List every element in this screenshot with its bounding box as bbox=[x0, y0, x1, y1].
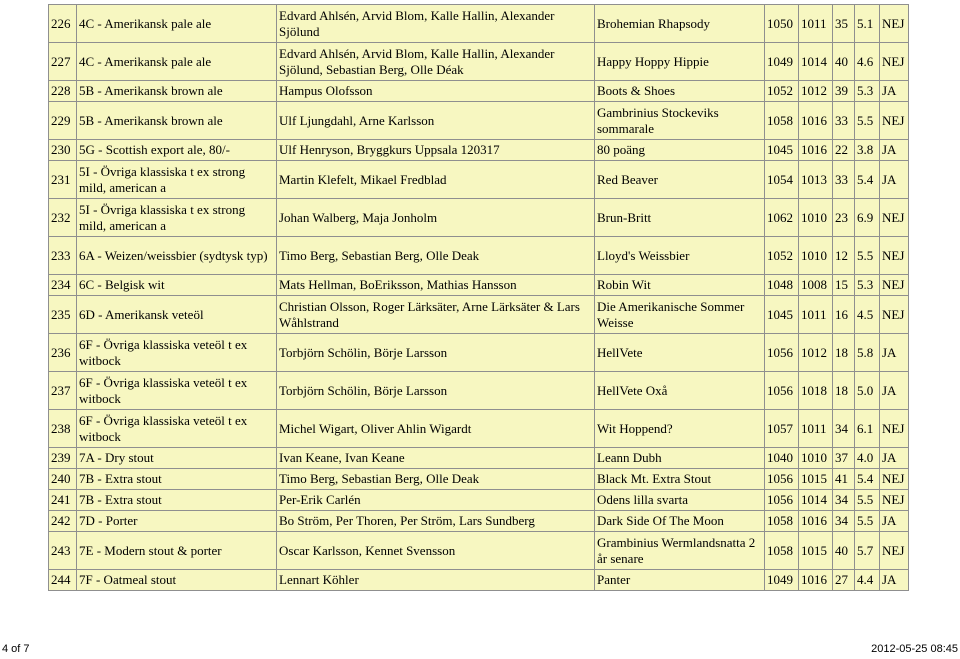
brewers-cell: Per-Erik Carlén bbox=[277, 490, 595, 511]
bitterness-cell: 22 bbox=[833, 140, 855, 161]
table-row bbox=[49, 372, 909, 410]
bitterness-cell: 12 bbox=[833, 237, 855, 275]
entry-number-cell: 232 bbox=[49, 199, 77, 237]
style-category-cell: 7D - Porter bbox=[77, 511, 277, 532]
style-category-cell: 5B - Amerikansk brown ale bbox=[77, 81, 277, 102]
beer-name-cell: Panter bbox=[595, 570, 765, 591]
style-category-cell: 7E - Modern stout & porter bbox=[77, 532, 277, 570]
beer-name-cell: Odens lilla svarta bbox=[595, 490, 765, 511]
style-category-cell: 6F - Övriga klassiska veteöl t ex witbock bbox=[77, 410, 277, 448]
flag-cell: JA bbox=[880, 511, 909, 532]
table-row bbox=[49, 410, 909, 448]
entry-number-cell: 231 bbox=[49, 161, 77, 199]
flag-cell: NEJ bbox=[880, 199, 909, 237]
table-row bbox=[49, 570, 909, 591]
flag-cell: NEJ bbox=[880, 296, 909, 334]
flag-cell: NEJ bbox=[880, 532, 909, 570]
alcohol-cell: 4.6 bbox=[855, 43, 880, 81]
flag-cell: NEJ bbox=[880, 237, 909, 275]
alcohol-cell: 5.5 bbox=[855, 490, 880, 511]
entries-table bbox=[48, 4, 909, 591]
brewers-cell: Ulf Henryson, Bryggkurs Uppsala 120317 bbox=[277, 140, 595, 161]
brewers-cell: Bo Ström, Per Thoren, Per Ström, Lars Sundberg bbox=[277, 511, 595, 532]
brewers-cell: Christian Olsson, Roger Lärksäter, Arne Lärksäter & Lars Wåhlstrand bbox=[277, 296, 595, 334]
alcohol-cell: 5.3 bbox=[855, 81, 880, 102]
beer-name-cell: Leann Dubh bbox=[595, 448, 765, 469]
style-category-cell: 7B - Extra stout bbox=[77, 490, 277, 511]
original-gravity-cell: 1057 bbox=[765, 410, 799, 448]
flag-cell: JA bbox=[880, 81, 909, 102]
alcohol-cell: 5.8 bbox=[855, 334, 880, 372]
beer-name-cell: Gambrinius Stockeviks sommarale bbox=[595, 102, 765, 140]
original-gravity-cell: 1056 bbox=[765, 469, 799, 490]
entry-number-cell: 239 bbox=[49, 448, 77, 469]
table-row bbox=[49, 140, 909, 161]
original-gravity-cell: 1056 bbox=[765, 372, 799, 410]
beer-name-cell: HellVete bbox=[595, 334, 765, 372]
entry-number-cell: 241 bbox=[49, 490, 77, 511]
entry-number-cell: 240 bbox=[49, 469, 77, 490]
bitterness-cell: 40 bbox=[833, 43, 855, 81]
entry-number-cell: 237 bbox=[49, 372, 77, 410]
final-gravity-cell: 1016 bbox=[799, 102, 833, 140]
brewers-cell: Martin Klefelt, Mikael Fredblad bbox=[277, 161, 595, 199]
alcohol-cell: 5.0 bbox=[855, 372, 880, 410]
table-row bbox=[49, 81, 909, 102]
original-gravity-cell: 1052 bbox=[765, 237, 799, 275]
print-datetime: 2012-05-25 08:45 bbox=[871, 643, 958, 655]
entry-number-cell: 227 bbox=[49, 43, 77, 81]
beer-name-cell: Brun-Britt bbox=[595, 199, 765, 237]
bitterness-cell: 41 bbox=[833, 469, 855, 490]
bitterness-cell: 18 bbox=[833, 334, 855, 372]
table-row bbox=[49, 275, 909, 296]
final-gravity-cell: 1015 bbox=[799, 532, 833, 570]
entry-number-cell: 233 bbox=[49, 237, 77, 275]
style-category-cell: 7F - Oatmeal stout bbox=[77, 570, 277, 591]
style-category-cell: 4C - Amerikansk pale ale bbox=[77, 43, 277, 81]
table-row bbox=[49, 237, 909, 275]
alcohol-cell: 5.4 bbox=[855, 469, 880, 490]
brewers-cell: Mats Hellman, BoEriksson, Mathias Hansson bbox=[277, 275, 595, 296]
original-gravity-cell: 1049 bbox=[765, 570, 799, 591]
alcohol-cell: 5.5 bbox=[855, 102, 880, 140]
bitterness-cell: 35 bbox=[833, 5, 855, 43]
original-gravity-cell: 1058 bbox=[765, 532, 799, 570]
original-gravity-cell: 1062 bbox=[765, 199, 799, 237]
original-gravity-cell: 1040 bbox=[765, 448, 799, 469]
entry-number-cell: 235 bbox=[49, 296, 77, 334]
table-row bbox=[49, 161, 909, 199]
table-row bbox=[49, 490, 909, 511]
beer-name-cell: 80 poäng bbox=[595, 140, 765, 161]
style-category-cell: 5I - Övriga klassiska t ex strong mild, american a bbox=[77, 161, 277, 199]
style-category-cell: 5I - Övriga klassiska t ex strong mild, american a bbox=[77, 199, 277, 237]
flag-cell: NEJ bbox=[880, 469, 909, 490]
entry-number-cell: 234 bbox=[49, 275, 77, 296]
alcohol-cell: 5.1 bbox=[855, 5, 880, 43]
brewers-cell: Ulf Ljungdahl, Arne Karlsson bbox=[277, 102, 595, 140]
beer-name-cell: Brohemian Rhapsody bbox=[595, 5, 765, 43]
style-category-cell: 5G - Scottish export ale, 80/- bbox=[77, 140, 277, 161]
bitterness-cell: 34 bbox=[833, 511, 855, 532]
flag-cell: JA bbox=[880, 140, 909, 161]
original-gravity-cell: 1048 bbox=[765, 275, 799, 296]
brewers-cell: Ivan Keane, Ivan Keane bbox=[277, 448, 595, 469]
flag-cell: NEJ bbox=[880, 490, 909, 511]
entry-number-cell: 238 bbox=[49, 410, 77, 448]
flag-cell: NEJ bbox=[880, 5, 909, 43]
original-gravity-cell: 1049 bbox=[765, 43, 799, 81]
bitterness-cell: 18 bbox=[833, 372, 855, 410]
bitterness-cell: 33 bbox=[833, 161, 855, 199]
final-gravity-cell: 1011 bbox=[799, 296, 833, 334]
style-category-cell: 4C - Amerikansk pale ale bbox=[77, 5, 277, 43]
entry-number-cell: 226 bbox=[49, 5, 77, 43]
entry-number-cell: 243 bbox=[49, 532, 77, 570]
final-gravity-cell: 1016 bbox=[799, 140, 833, 161]
bitterness-cell: 37 bbox=[833, 448, 855, 469]
brewers-cell: Lennart Köhler bbox=[277, 570, 595, 591]
alcohol-cell: 6.1 bbox=[855, 410, 880, 448]
entry-number-cell: 242 bbox=[49, 511, 77, 532]
entry-number-cell: 229 bbox=[49, 102, 77, 140]
style-category-cell: 6A - Weizen/weissbier (sydtysk typ) bbox=[77, 237, 277, 275]
bitterness-cell: 15 bbox=[833, 275, 855, 296]
original-gravity-cell: 1058 bbox=[765, 102, 799, 140]
table-row bbox=[49, 469, 909, 490]
beer-name-cell: Robin Wit bbox=[595, 275, 765, 296]
table-row bbox=[49, 199, 909, 237]
alcohol-cell: 5.7 bbox=[855, 532, 880, 570]
bitterness-cell: 34 bbox=[833, 410, 855, 448]
alcohol-cell: 5.5 bbox=[855, 511, 880, 532]
final-gravity-cell: 1011 bbox=[799, 5, 833, 43]
style-category-cell: 6F - Övriga klassiska veteöl t ex witbock bbox=[77, 334, 277, 372]
table-row bbox=[49, 43, 909, 81]
table-row bbox=[49, 334, 909, 372]
alcohol-cell: 5.5 bbox=[855, 237, 880, 275]
bitterness-cell: 40 bbox=[833, 532, 855, 570]
beer-name-cell: Dark Side Of The Moon bbox=[595, 511, 765, 532]
original-gravity-cell: 1045 bbox=[765, 296, 799, 334]
entry-number-cell: 244 bbox=[49, 570, 77, 591]
final-gravity-cell: 1012 bbox=[799, 81, 833, 102]
brewers-cell: Hampus Olofsson bbox=[277, 81, 595, 102]
flag-cell: JA bbox=[880, 372, 909, 410]
table-row bbox=[49, 296, 909, 334]
flag-cell: JA bbox=[880, 448, 909, 469]
flag-cell: JA bbox=[880, 570, 909, 591]
final-gravity-cell: 1008 bbox=[799, 275, 833, 296]
flag-cell: NEJ bbox=[880, 275, 909, 296]
bitterness-cell: 27 bbox=[833, 570, 855, 591]
bitterness-cell: 16 bbox=[833, 296, 855, 334]
entry-number-cell: 230 bbox=[49, 140, 77, 161]
original-gravity-cell: 1054 bbox=[765, 161, 799, 199]
final-gravity-cell: 1016 bbox=[799, 570, 833, 591]
bitterness-cell: 39 bbox=[833, 81, 855, 102]
beer-name-cell: Grambinius Wermlandsnatta 2 år senare bbox=[595, 532, 765, 570]
table-row bbox=[49, 448, 909, 469]
alcohol-cell: 4.5 bbox=[855, 296, 880, 334]
style-category-cell: 6F - Övriga klassiska veteöl t ex witbock bbox=[77, 372, 277, 410]
flag-cell: NEJ bbox=[880, 410, 909, 448]
beer-name-cell: Boots & Shoes bbox=[595, 81, 765, 102]
beer-name-cell: Happy Hoppy Hippie bbox=[595, 43, 765, 81]
table-row bbox=[49, 532, 909, 570]
brewers-cell: Michel Wigart, Oliver Ahlin Wigardt bbox=[277, 410, 595, 448]
brewers-cell: Edvard Ahlsén, Arvid Blom, Kalle Hallin, Alexander Sjölund, Sebastian Berg, Olle Déak bbox=[277, 43, 595, 81]
final-gravity-cell: 1010 bbox=[799, 199, 833, 237]
bitterness-cell: 23 bbox=[833, 199, 855, 237]
final-gravity-cell: 1014 bbox=[799, 490, 833, 511]
final-gravity-cell: 1012 bbox=[799, 334, 833, 372]
final-gravity-cell: 1010 bbox=[799, 448, 833, 469]
style-category-cell: 6C - Belgisk wit bbox=[77, 275, 277, 296]
table-row bbox=[49, 511, 909, 532]
original-gravity-cell: 1058 bbox=[765, 511, 799, 532]
entry-number-cell: 236 bbox=[49, 334, 77, 372]
bitterness-cell: 33 bbox=[833, 102, 855, 140]
alcohol-cell: 3.8 bbox=[855, 140, 880, 161]
brewers-cell: Edvard Ahlsén, Arvid Blom, Kalle Hallin, Alexander Sjölund bbox=[277, 5, 595, 43]
page-number: 4 of 7 bbox=[2, 643, 30, 655]
beer-name-cell: Wit Hoppend? bbox=[595, 410, 765, 448]
style-category-cell: 5B - Amerikansk brown ale bbox=[77, 102, 277, 140]
original-gravity-cell: 1056 bbox=[765, 490, 799, 511]
style-category-cell: 7B - Extra stout bbox=[77, 469, 277, 490]
style-category-cell: 7A - Dry stout bbox=[77, 448, 277, 469]
flag-cell: NEJ bbox=[880, 102, 909, 140]
alcohol-cell: 5.3 bbox=[855, 275, 880, 296]
final-gravity-cell: 1010 bbox=[799, 237, 833, 275]
brewers-cell: Timo Berg, Sebastian Berg, Olle Deak bbox=[277, 469, 595, 490]
original-gravity-cell: 1045 bbox=[765, 140, 799, 161]
brewers-cell: Timo Berg, Sebastian Berg, Olle Deak bbox=[277, 237, 595, 275]
brewers-cell: Johan Walberg, Maja Jonholm bbox=[277, 199, 595, 237]
original-gravity-cell: 1052 bbox=[765, 81, 799, 102]
final-gravity-cell: 1018 bbox=[799, 372, 833, 410]
beer-name-cell: HellVete Oxå bbox=[595, 372, 765, 410]
brewers-cell: Torbjörn Schölin, Börje Larsson bbox=[277, 372, 595, 410]
beer-name-cell: Black Mt. Extra Stout bbox=[595, 469, 765, 490]
style-category-cell: 6D - Amerikansk veteöl bbox=[77, 296, 277, 334]
alcohol-cell: 4.0 bbox=[855, 448, 880, 469]
flag-cell: JA bbox=[880, 334, 909, 372]
entry-number-cell: 228 bbox=[49, 81, 77, 102]
final-gravity-cell: 1014 bbox=[799, 43, 833, 81]
table-row bbox=[49, 102, 909, 140]
bitterness-cell: 34 bbox=[833, 490, 855, 511]
final-gravity-cell: 1016 bbox=[799, 511, 833, 532]
original-gravity-cell: 1050 bbox=[765, 5, 799, 43]
final-gravity-cell: 1015 bbox=[799, 469, 833, 490]
final-gravity-cell: 1011 bbox=[799, 410, 833, 448]
beer-name-cell: Die Amerikanische Sommer Weisse bbox=[595, 296, 765, 334]
flag-cell: JA bbox=[880, 161, 909, 199]
table-row bbox=[49, 5, 909, 43]
alcohol-cell: 5.4 bbox=[855, 161, 880, 199]
beer-name-cell: Red Beaver bbox=[595, 161, 765, 199]
original-gravity-cell: 1056 bbox=[765, 334, 799, 372]
alcohol-cell: 4.4 bbox=[855, 570, 880, 591]
final-gravity-cell: 1013 bbox=[799, 161, 833, 199]
alcohol-cell: 6.9 bbox=[855, 199, 880, 237]
flag-cell: NEJ bbox=[880, 43, 909, 81]
brewers-cell: Oscar Karlsson, Kennet Svensson bbox=[277, 532, 595, 570]
beer-name-cell: Lloyd's Weissbier bbox=[595, 237, 765, 275]
brewers-cell: Torbjörn Schölin, Börje Larsson bbox=[277, 334, 595, 372]
